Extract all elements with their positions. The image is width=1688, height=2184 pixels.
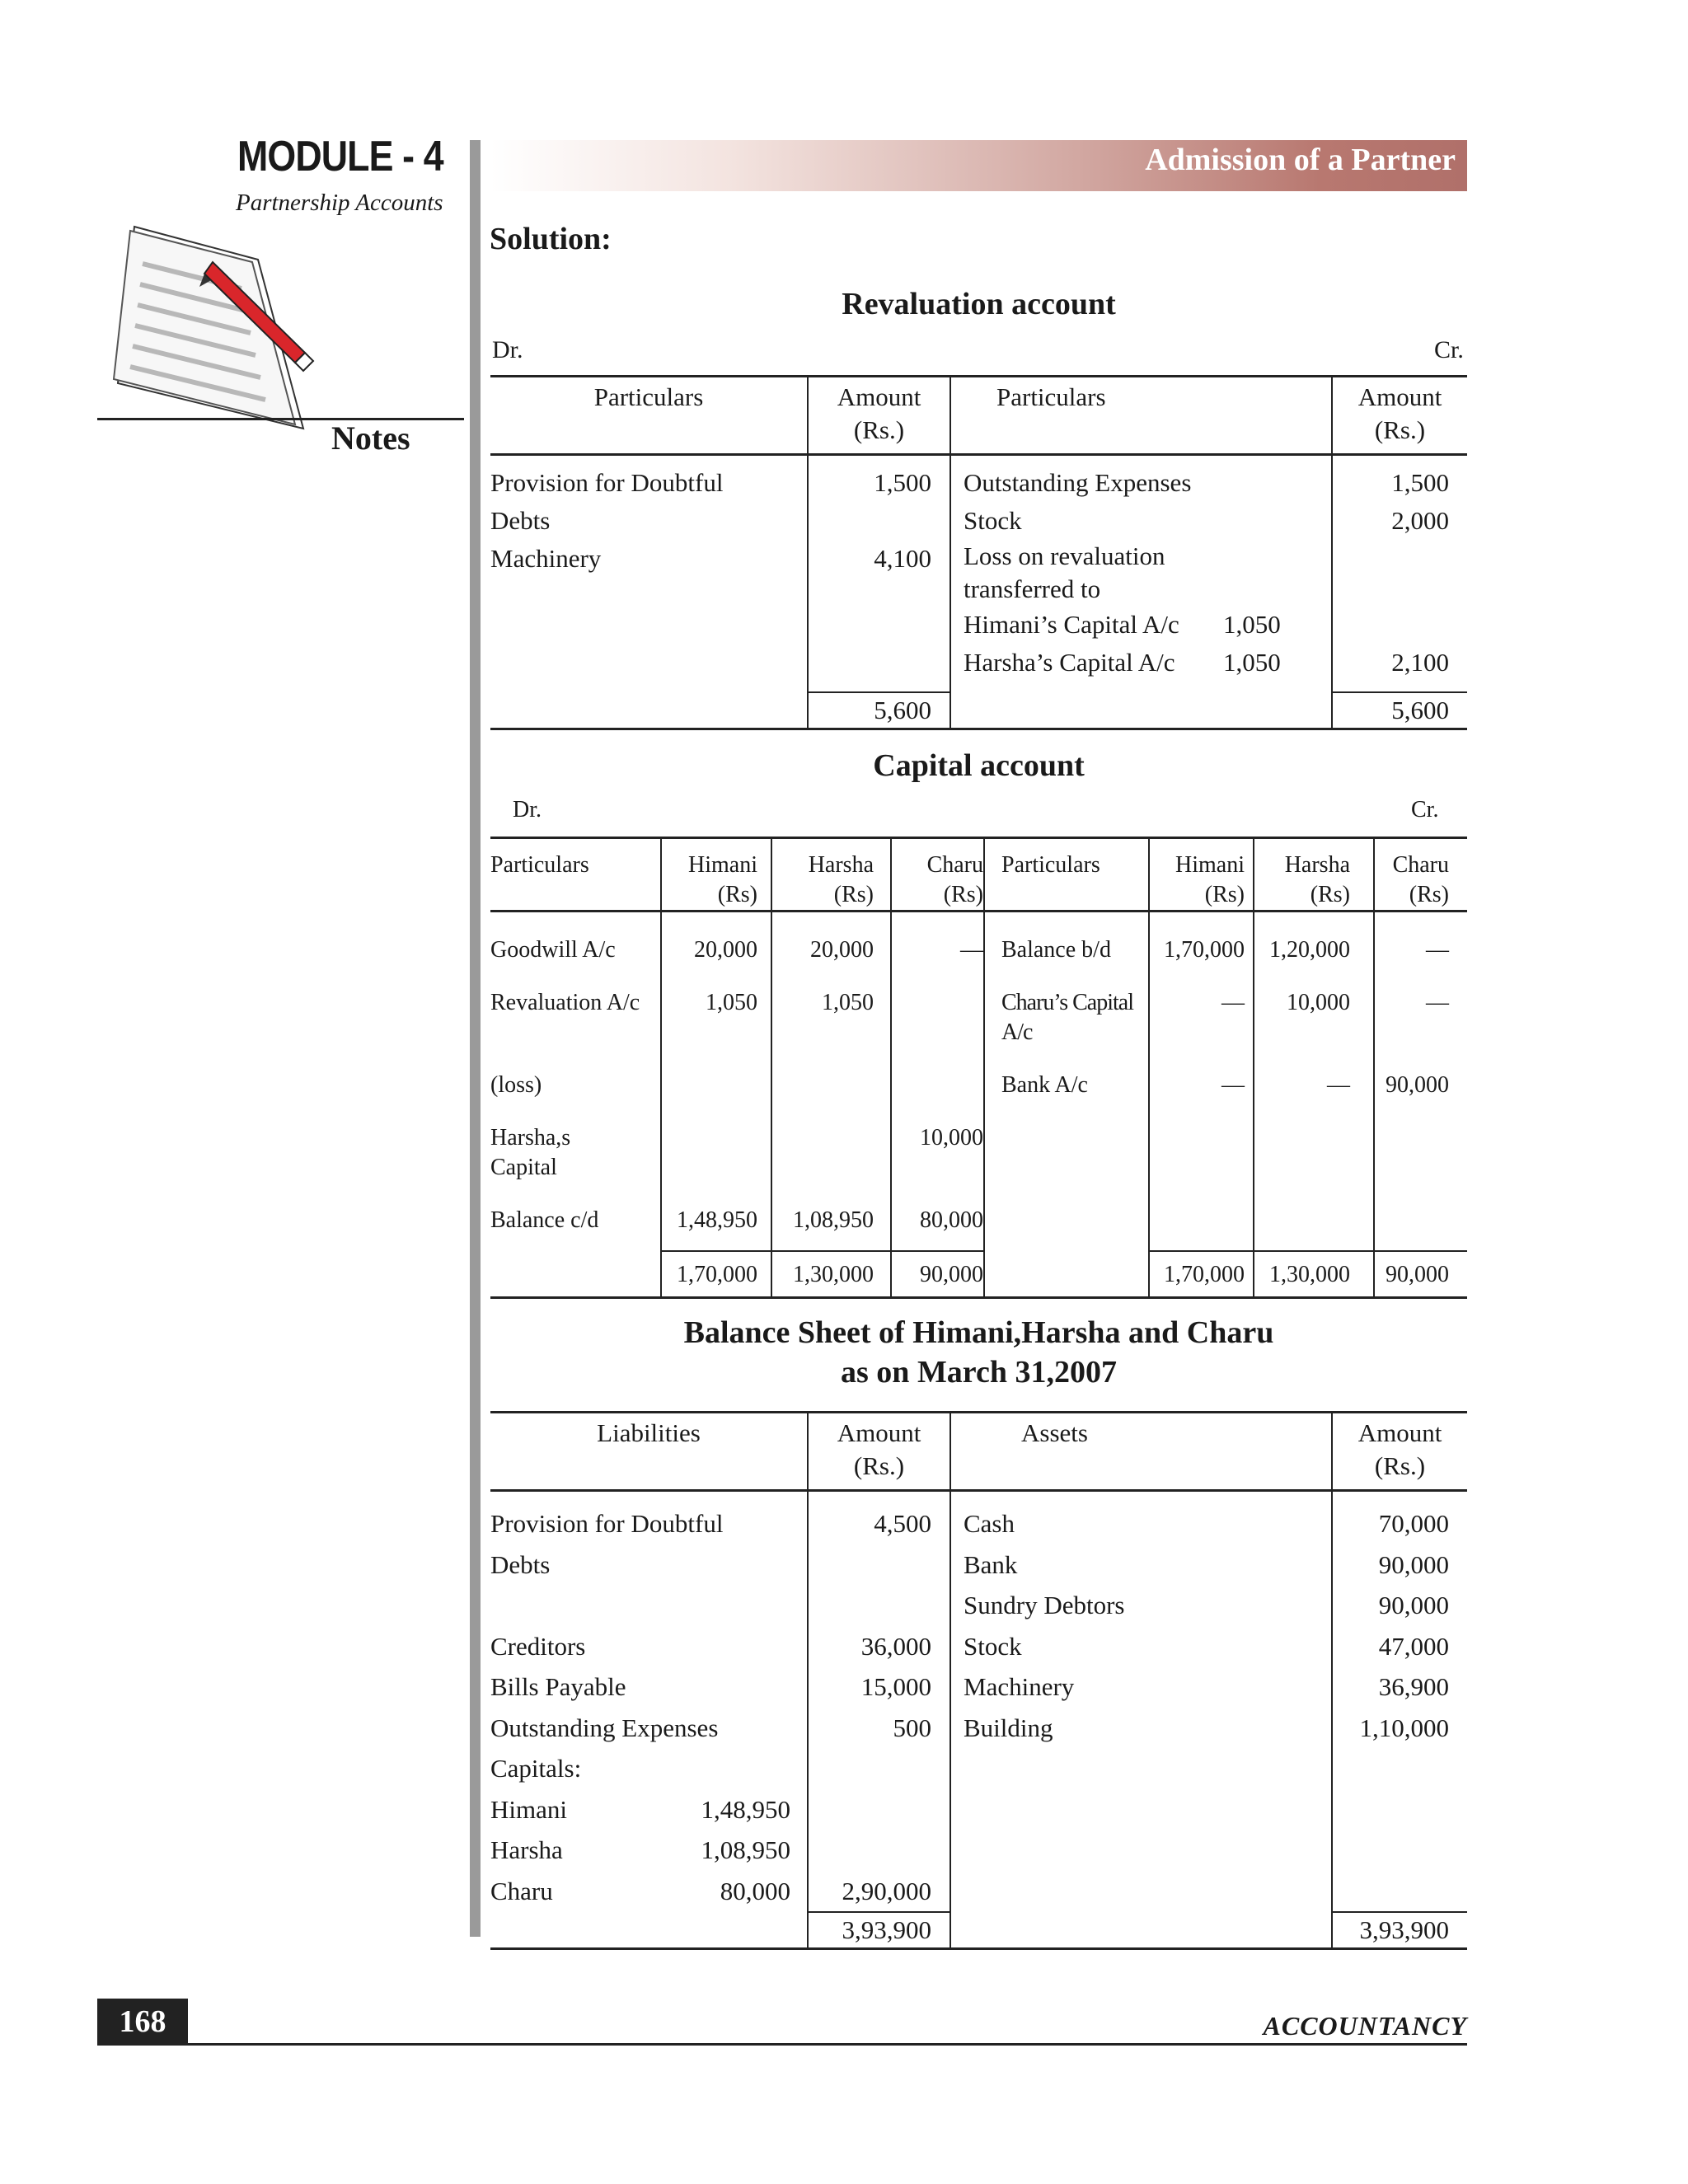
charu-header: Charu [926,852,983,878]
amount-header: Amount [1357,382,1442,411]
balance-sheet-table [490,1411,1467,1950]
particulars-header: Particulars [984,838,1149,912]
margin-bar [470,140,481,1937]
cell-amount: 4,500 36,000 15,000 500 2,90,000 [808,1491,950,1913]
amount-header: Amount [837,1418,921,1447]
capital-table [490,837,1467,1299]
notes-label: Notes [331,419,410,457]
table-row: (loss) Bank A/c — — 90,000 [490,1047,1467,1100]
table-total-row [490,1912,1467,1949]
himani-header: Himani [688,852,757,878]
cell-amount: 1,500 2,000 2,100 [1391,468,1449,677]
cell-amount: 1,500 4,100 [808,455,950,693]
liabilities-total: 3,93,900 [808,1912,950,1949]
assets-header: Assets [950,1413,1332,1491]
revaluation-dr: Dr. [492,336,523,363]
revaluation-table [490,375,1467,730]
solution-label: Solution: [490,222,612,256]
cell-particulars: Outstanding Expenses Stock Loss on revaluation transferred to Himani’s Capital A/c 1,050 Harsha’s Capital A/c 1,050 [950,455,1332,693]
table-header-row: Particulars Himani (Rs) Harsha (Rs) Charu (Rs) Particulars Himani (Rs) Harsha (Rs) Charu (Rs) [490,838,1467,912]
harsha-header: Harsha [1284,852,1350,878]
revaluation-title: Revaluation account [842,287,1116,321]
table-row: Balance c/d 1,48,950 1,08,950 80,000 [490,1183,1467,1251]
module-subtitle: Partnership Accounts [236,190,443,216]
table-row: Goodwill A/c 20,000 20,000 — Balance b/d 1,70,000 1,20,000 — [490,912,1467,966]
capital-title: Capital account [873,748,1085,783]
harsha-header: Harsha [808,852,874,878]
amount-header: Amount [1357,1418,1442,1447]
assets-total: 3,93,900 [1332,1912,1467,1949]
amount-unit: (Rs.) [853,415,905,444]
liabilities-header: Liabilities [490,1413,808,1491]
notes-pencil-icon [97,223,320,441]
amount-header: Amount [837,382,921,411]
debit-total: 5,600 [808,692,950,729]
page-number: 168 [97,1999,188,2045]
capital-cr: Cr. [1411,797,1439,823]
balance-sheet-title: Balance Sheet of Himani,Harsha and Charu [683,1315,1274,1350]
balance-sheet-date: as on March 31,2007 [841,1355,1117,1390]
table-total-row [490,692,1467,729]
particulars-header: Particulars [490,838,661,912]
table-header-row: Liabilities Amount (Rs.) Assets Amount (Rs.) [490,1413,1467,1491]
chapter-title: Admission of a Partner [1145,143,1456,177]
table-header-row [490,377,1467,455]
revaluation-cr: Cr. [1434,336,1464,363]
table-row: Harsha,s Capital 10,000 [490,1100,1467,1183]
particulars-header: Particulars [996,382,1106,411]
footer-subject: ACCOUNTANCY [1263,2011,1467,2041]
table-row [490,1491,1467,1913]
table-row: Revaluation A/c 1,050 1,050 Charu’s Capital A/c — 10,000 — [490,965,1467,1047]
particulars-header: Particulars [593,382,704,411]
table-total-row: 1,70,000 1,30,000 90,000 1,70,000 1,30,000 90,000 [490,1251,1467,1298]
cell-particulars: Provision for Doubtful Debts Machinery [490,455,808,693]
charu-header: Charu [1392,852,1449,878]
table-row [490,455,1467,693]
amount-unit: (Rs.) [1374,415,1426,444]
cell-amount: 70,000 90,000 90,000 47,000 36,900 1,10,000 [1359,1509,1449,1742]
module-title: MODULE - 4 [237,133,443,180]
himani-header: Himani [1175,852,1245,878]
footer-rule [97,2043,1467,2046]
cell-assets: Cash Bank Sundry Debtors Stock Machinery Building [950,1491,1332,1913]
cell-liabilities: Provision for Doubtful Debts Creditors Bills Payable Outstanding Expenses Capitals: Himani 1,48,950 Harsha 1,08,950 Charu 80,000 [490,1491,808,1913]
credit-total: 5,600 [1332,692,1467,729]
capital-dr: Dr. [513,797,542,823]
